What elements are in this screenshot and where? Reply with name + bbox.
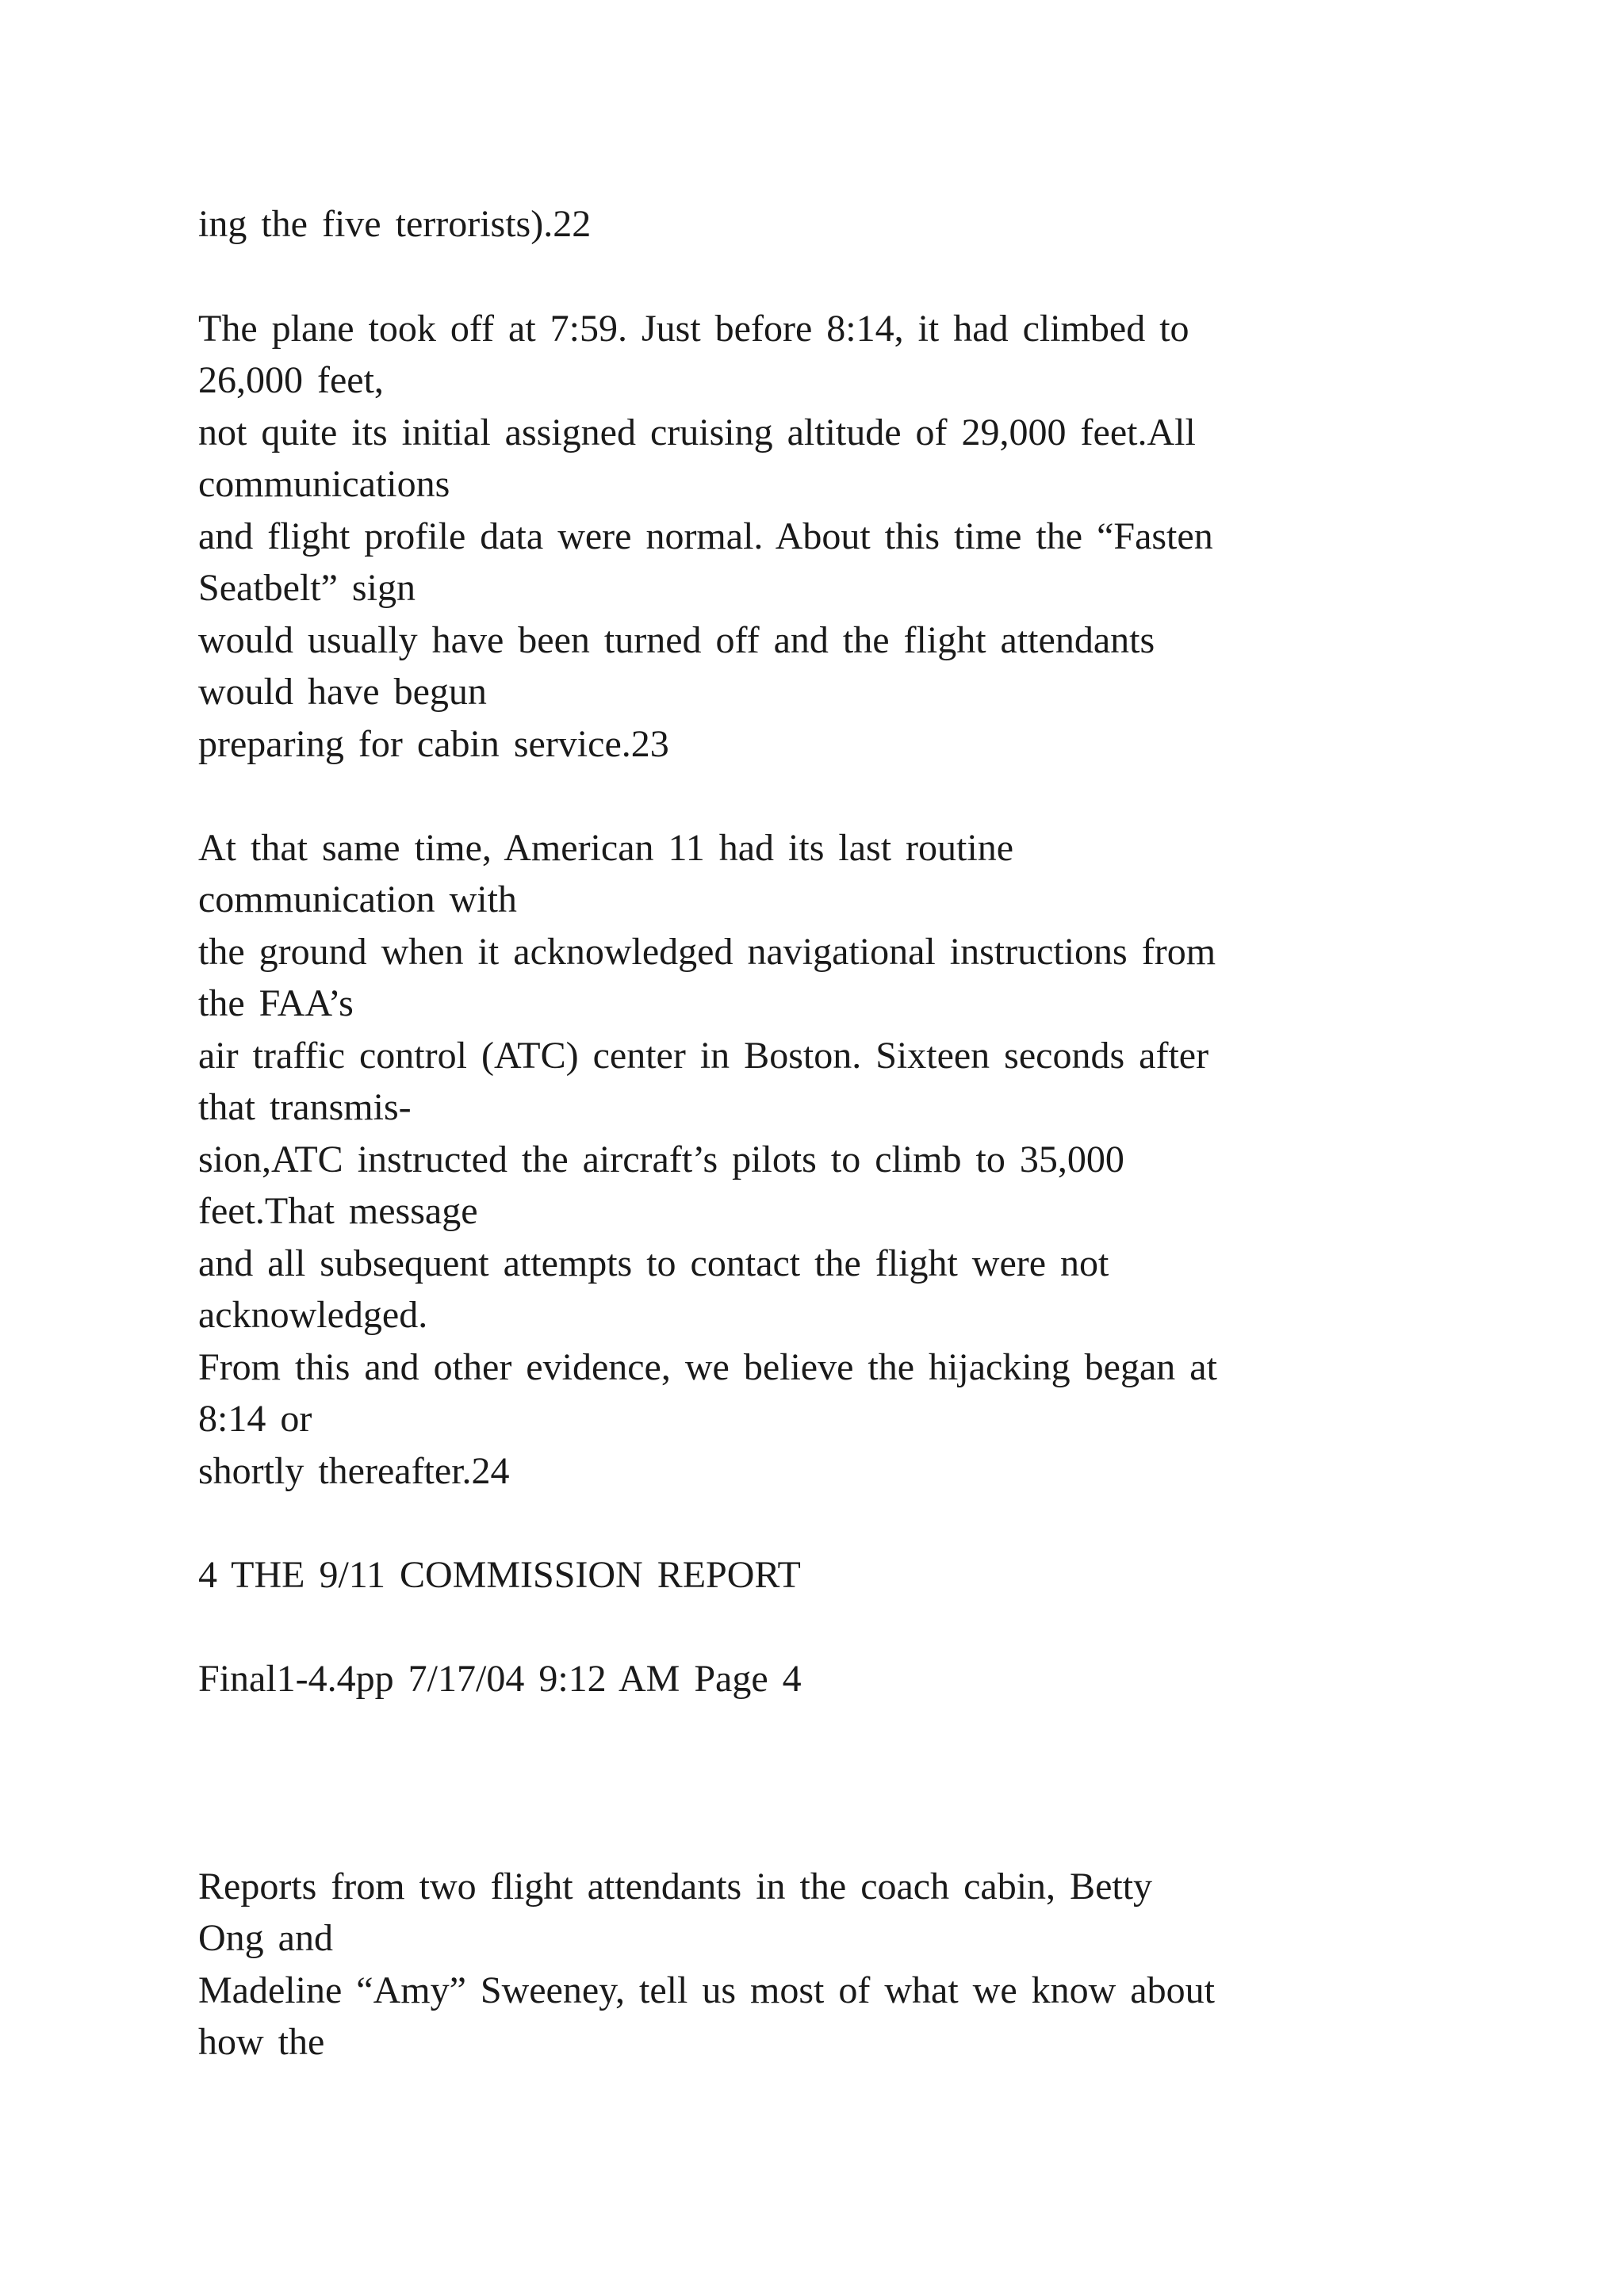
text-line: the FAA’s xyxy=(198,982,354,1024)
text-line: The plane took off at 7:59. Just before 8:14, it had climbed to xyxy=(198,308,1189,350)
text-line: preparing for cabin service.23 xyxy=(198,723,669,765)
text-line: 8:14 or xyxy=(198,1398,312,1440)
text-line: Seatbelt” sign xyxy=(198,567,416,609)
text-line: From this and other evidence, we believe the hijacking began at xyxy=(198,1346,1217,1388)
text-line: feet.That message xyxy=(198,1190,478,1232)
text-line: sion,ATC instructed the aircraft’s pilots to climb to 35,000 xyxy=(198,1138,1124,1181)
text-line: that transmis- xyxy=(198,1086,412,1128)
text-line: At that same time, American 11 had its last routine xyxy=(198,827,1013,869)
text-line: would have begun xyxy=(198,671,487,713)
running-footer: 4 THE 9/11 COMMISSION REPORT xyxy=(198,1554,801,1596)
text-line: communication with xyxy=(198,878,517,920)
text-line: shortly thereafter.24 xyxy=(198,1450,510,1492)
text-line: acknowledged. xyxy=(198,1294,428,1336)
text-line: 26,000 feet, xyxy=(198,359,384,401)
text-line: air traffic control (ATC) center in Boston. Sixteen seconds after xyxy=(198,1035,1209,1077)
text-line: ing the five terrorists).22 xyxy=(198,203,592,245)
text-line: and flight profile data were normal. About this time the “Fasten xyxy=(198,515,1213,557)
text-line: Reports from two flight attendants in the coach cabin, Betty xyxy=(198,1866,1153,1908)
text-line: Ong and xyxy=(198,1917,333,1959)
text-line: how the xyxy=(198,2021,325,2063)
text-line: communications xyxy=(198,463,450,505)
text-line: Madeline “Amy” Sweeney, tell us most of what we know about xyxy=(198,1969,1215,2011)
page-slug: Final1-4.4pp 7/17/04 9:12 AM Page 4 xyxy=(198,1658,802,1700)
text-line: the ground when it acknowledged navigational instructions from xyxy=(198,931,1216,973)
text-line: not quite its initial assigned cruising altitude of 29,000 feet.All xyxy=(198,411,1196,453)
text-line: would usually have been turned off and the flight attendants xyxy=(198,619,1155,661)
text-line: and all subsequent attempts to contact the flight were not xyxy=(198,1242,1109,1284)
